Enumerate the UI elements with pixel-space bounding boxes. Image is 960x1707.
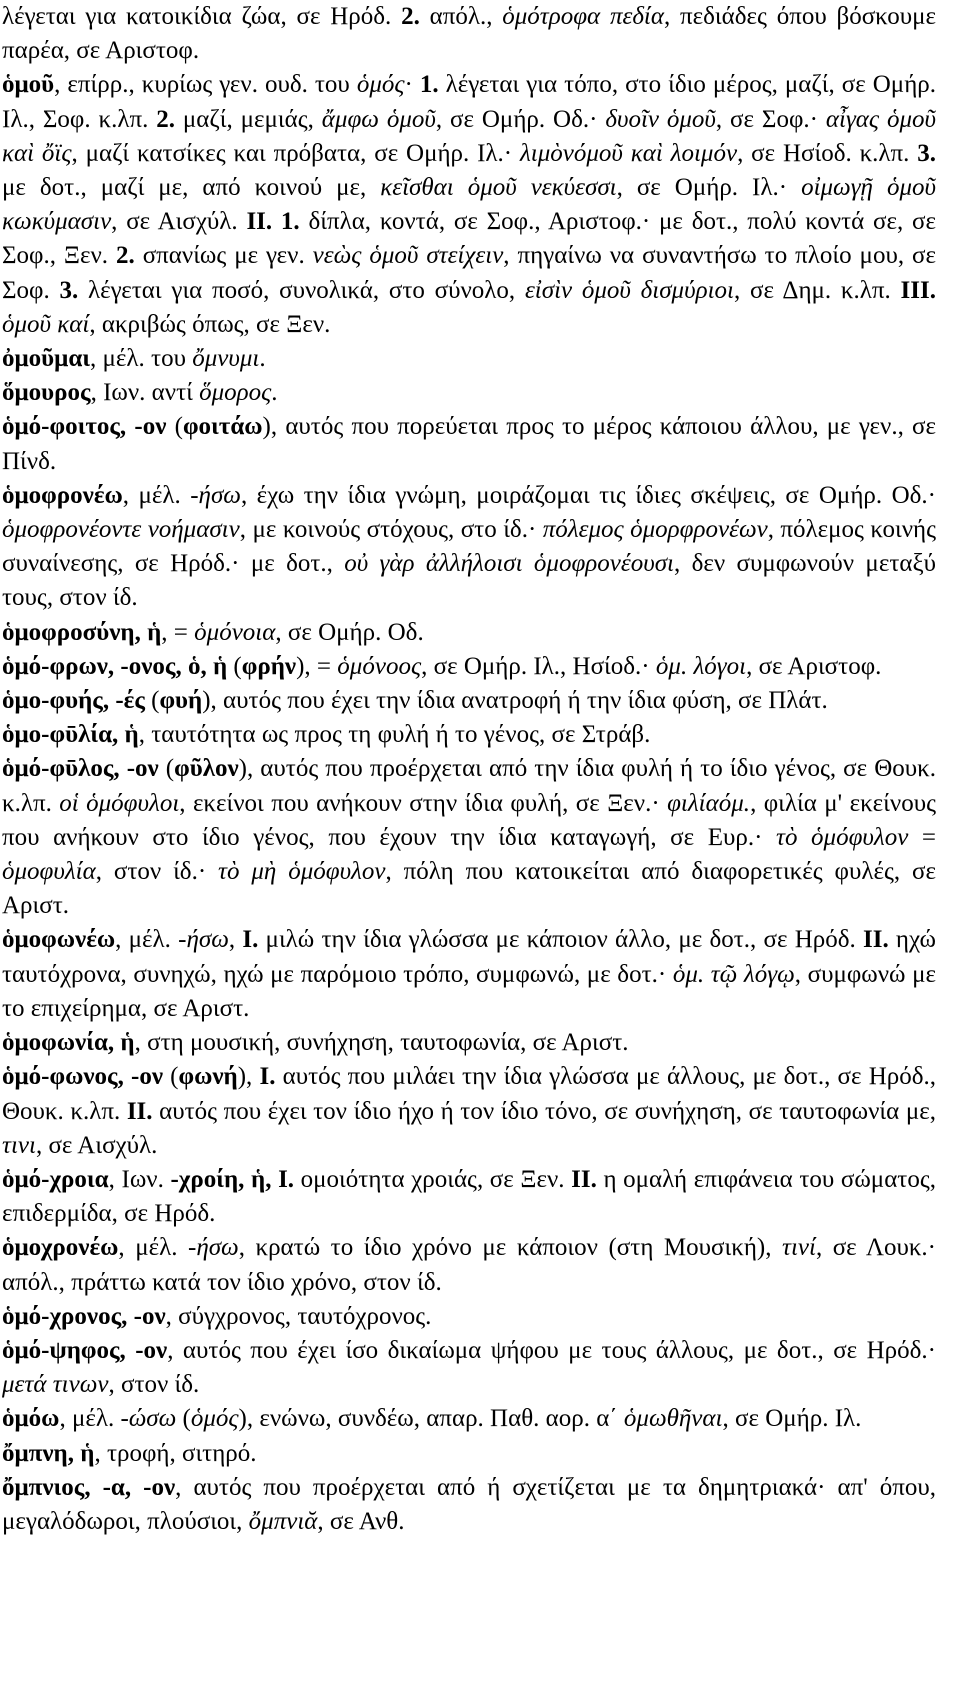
bold-marker: -χροίη, ἡ, I. (170, 1165, 295, 1193)
greek-citation: ὁμότροφα πεδία (502, 3, 665, 30)
greek-citation: πόλεμος ὁμορφρονέων (542, 516, 768, 544)
bold-marker: 2. (401, 3, 420, 30)
headword: ὁμο-φυής, -ές (2, 687, 145, 715)
headword: ὁμό-φρων, -ονος, ὁ, ἡ (2, 652, 228, 680)
definition-text: , σε Ομήρ. Ιλ., Ησίοδ.· (421, 652, 656, 680)
definition-text: αυτός που μιλάει την ίδια γλώσσα με άλλους, με δοτ., σε Ηρόδ., Θουκ. κ.λπ. (2, 1063, 936, 1125)
definition-text: , Ιων. (108, 1165, 171, 1193)
greek-citation: ὁμοφρονέοντε νοήμασιν (2, 516, 240, 544)
definition-text: ( (144, 687, 160, 715)
headword: ὁμοῦ (2, 71, 55, 99)
bold-marker: φοιτάω (182, 413, 263, 441)
definition-text: , μέλ. (122, 481, 191, 509)
definition-text: , ταυτότητα ως προς τη φυλή ή το γένος, σε Στράβ. (138, 721, 651, 749)
definition-text: , επίρρ., κυρίως γεν. ουδ. του (54, 71, 357, 99)
dictionary-entry (2, 684, 936, 718)
dictionary-entry (2, 1231, 936, 1299)
definition-text: = (908, 823, 937, 851)
definition-text: , σε Δημ. κ.λπ. (733, 276, 901, 304)
headword: ὀμοῦμαι (2, 345, 91, 373)
dictionary-entry (2, 1437, 936, 1471)
definition-text: , σε Αισχύλ. (35, 1131, 158, 1159)
greek-citation: ὁμός (356, 71, 405, 99)
headword: ὄμπνιος, -α, -ον (2, 1473, 176, 1501)
definition-text: , μαζί κατσίκες και πρόβατα, σε Ομήρ. Ιλ.· (71, 139, 520, 167)
definition-text: ), αυτός που προέρχεται από την ίδια φυλή ή το ίδιο γένος, σε Θουκ. κ.λπ. (2, 755, 936, 817)
dictionary-entry (2, 1402, 936, 1436)
bold-marker: II. (126, 1097, 153, 1125)
definition-text: , σε Ανθ. (317, 1507, 405, 1535)
headword: ὁμοφωνέω (2, 926, 116, 954)
greek-citation: αἶγας ὁμοῦ καὶ ὄϊς (2, 105, 936, 167)
headword: ὅμουρος (2, 379, 91, 407)
definition-text: η ομαλή επιφάνεια του σώματος, επιδερμίδα, σε Ηρόδ. (2, 1165, 936, 1228)
definition-text: ), ενώνω, συνδέω, απαρ. Παθ. αορ. α΄ (238, 1405, 624, 1433)
bold-marker: I. (259, 1063, 276, 1091)
greek-citation: ὁμ. τῷ λόγῳ (672, 960, 795, 988)
definition-text: ), αυτός που πορεύεται προς το μέρος κάποιου άλλου, με γεν., σε Πίνδ. (2, 413, 937, 475)
headword: ὁμό-φῡλος, -ον (2, 755, 159, 783)
definition-text: , εκείνοι που ανήκουν στην ίδια φυλή, σε Ξεν.· (179, 789, 668, 817)
definition-text: , μέλ. του (90, 345, 193, 373)
definition-text: απόλ., (419, 3, 503, 30)
definition-text: ηχώ ταυτόχρονα, συνηχώ, ηχώ με παρόμοιο τρόπο, συμφωνώ, με δοτ.· (2, 926, 936, 988)
definition-text: , σε Αισχύλ. (111, 208, 247, 236)
bold-marker: φωνή (178, 1063, 238, 1091)
dictionary-entry (2, 1026, 936, 1060)
definition-text: , μέλ. (59, 1405, 121, 1433)
dictionary-entry (2, 1060, 936, 1163)
definition-text: , στον ίδ. (108, 1371, 200, 1399)
headword: ὁμοφρονέω (2, 481, 123, 509)
definition-text: λέγεται για κατοικίδια ζώα, σε Ηρόδ. (2, 3, 402, 30)
greek-citation: ὁμοφυλία (2, 858, 96, 886)
bold-marker: 2. (156, 105, 175, 133)
definition-text: μιλώ την ίδια γλώσσα με κάποιον άλλο, με δοτ., σε Ηρόδ. (258, 926, 863, 954)
bold-marker: II. (862, 926, 889, 954)
greek-citation: εἰσὶν ὁμοῦ δισμύριοι (524, 276, 734, 304)
entry-continuation (2, 0, 936, 68)
definition-text: , κρατώ το ίδιο χρόνο με κάποιον (στη Μουσική), (238, 1234, 782, 1262)
definition-text: λέγεται για ποσό, συνολικά, στο σύνολο, (78, 276, 525, 304)
headword: ὁμό-χροια (2, 1165, 109, 1193)
greek-citation: ὁμόνοος (337, 652, 422, 680)
headword: ὄμπνη, ἡ (2, 1439, 95, 1467)
definition-text: , φιλία μ' εκείνους που ανήκουν στο ίδιο γένος, που έχουν την ίδια καταγωγή, σε Ευρ.· (2, 789, 936, 851)
definition-text: δίπλα, κοντά, σε Σοφ., Αριστοφ.· με δοτ., πολύ κοντά σε, σε Σοφ., Ξεν. (2, 208, 936, 270)
dictionary-entry (2, 342, 936, 376)
bold-marker: II. (571, 1165, 597, 1193)
definition-text: ( (158, 755, 175, 783)
bold-marker: III. (900, 276, 936, 304)
bold-marker: 1. (419, 71, 439, 99)
definition-text: ομοιότητα χροιάς, σε Ξεν. (294, 1165, 572, 1193)
definition-text: , Ιων. αντί (90, 379, 200, 407)
headword: ὁμόω (2, 1405, 60, 1433)
definition-text: , πόλεμος κοινής συναίνεσης, σε Ηρόδ.· με δοτ., (2, 516, 936, 578)
definition-text: σπανίως με γεν. (134, 242, 313, 270)
bold-marker: φῦλον (174, 755, 239, 783)
dictionary-entry (2, 1163, 936, 1231)
headword: ὁμο-φῡλία, ἡ (2, 721, 139, 749)
greek-citation: ὁμόνοια (194, 618, 276, 646)
definition-text: ( (176, 1405, 191, 1433)
greek-citation: τινι (2, 1131, 36, 1159)
definition-text: , σε Ομήρ. Ιλ.· (616, 174, 802, 202)
headword: ὁμοφωνία, ἡ (2, 1029, 135, 1057)
dictionary-entry (2, 479, 936, 616)
definition-text: , ακριβώς όπως, σε Ξεν. (89, 310, 331, 338)
definition-text: ( (163, 1063, 179, 1091)
bold-marker: II. 1. (246, 208, 300, 236)
greek-citation: τινί (782, 1234, 816, 1262)
greek-citation: -ήσω (178, 926, 229, 954)
definition-text: ( (227, 652, 242, 680)
definition-text: . (259, 345, 266, 373)
bold-marker: φυή (159, 687, 203, 715)
definition-text: ( (166, 413, 183, 441)
definition-text: , έχω την ίδια γνώμη, μοιράζομαι τις ίδιες σκέψεις, σε Ομήρ. Οδ.· (240, 481, 936, 509)
definition-text: , συμφωνώ με το επιχείρημα, σε Αριστ. (2, 960, 936, 1022)
greek-citation: τὸ ὁμόφυλον (776, 823, 909, 851)
greek-citation: ὁμός (190, 1405, 239, 1433)
greek-citation: δυοῖν ὁμοῦ (605, 105, 716, 133)
headword: ὁμό-φωνος, -ον (2, 1063, 163, 1091)
greek-citation: νεὼς ὁμοῦ στείχειν (312, 242, 504, 270)
greek-citation: λιμὸνόμοῦ καὶ λοιμόν (519, 139, 738, 167)
definition-text: , μέλ. (118, 1234, 188, 1262)
dictionary-entry (2, 650, 936, 684)
definition-text: , μέλ. (115, 926, 179, 954)
dictionary-entry (2, 68, 936, 342)
definition-text: , πεδιάδες όπου βόσκουμε παρέα, σε Αριστοφ. (2, 3, 937, 65)
greek-citation: ὁμοῦ καί (2, 310, 90, 338)
greek-citation: -ώσω (120, 1405, 177, 1433)
dictionary-entry (2, 1334, 936, 1402)
dictionary-entry (2, 923, 936, 1026)
definition-text: · (404, 71, 420, 99)
definition-text: ), (237, 1063, 260, 1091)
definition-text: , σε Ομήρ. Οδ. (275, 618, 424, 646)
bold-marker: 3. (917, 139, 936, 167)
headword: ὁμό-φοιτος, -ον (2, 413, 167, 441)
greek-citation: οἱ ὁμόφυλοι (59, 789, 180, 817)
bold-marker: 3. (59, 276, 79, 304)
definition-text: , στη μουσική, συνήχηση, ταυτοφωνία, σε Αριστ. (134, 1029, 629, 1057)
definition-text: , σε Ησίοδ. κ.λπ. (737, 139, 918, 167)
bold-marker: 2. (116, 242, 135, 270)
definition-text: , σε Αριστοφ. (746, 652, 882, 680)
greek-citation: ὄμπνιᾰ (248, 1507, 318, 1535)
greek-citation: οἰμωγῇ ὁμοῦ κωκύμασιν (2, 174, 936, 236)
definition-text: , δεν συμφωνούν μεταξύ τους, στον ίδ. (2, 550, 937, 612)
dictionary-entry (2, 1300, 936, 1334)
definition-text: , σε Ομήρ. Ιλ. (722, 1405, 862, 1433)
greek-citation: οὐ γὰρ ἀλλήλοισι ὁμοφρονέουσι (344, 550, 674, 578)
definition-text: λέγεται για τόπο, στο ίδιο μέρος, μαζί, σε Ομήρ. Ιλ., Σοφ. κ.λπ. (2, 71, 936, 133)
greek-citation: ὅμορος (199, 379, 272, 407)
dictionary-entry (2, 718, 936, 752)
greek-citation: -ήσω (188, 1234, 239, 1262)
definition-text: , αυτός που προέρχεται από ή σχετίζεται με τα δημητριακά· απ' όπου, μεγαλόδωροι, πλούσιοι, (2, 1473, 937, 1535)
greek-citation: μετά τινων (2, 1371, 109, 1399)
greek-citation: -ήσω (190, 481, 241, 509)
definition-text: , σε Ομήρ. Οδ.· (435, 105, 606, 133)
definition-text: ), = (296, 652, 338, 680)
greek-citation: ὁμ. λόγοι (655, 652, 747, 680)
dictionary-entry (2, 376, 936, 410)
greek-citation: ἄμφω ὁμοῦ (321, 105, 436, 133)
dictionary-entry (2, 1471, 936, 1539)
headword: ὁμό-ψηφος, -ον (2, 1336, 168, 1364)
definition-text: , σε Σοφ.· (715, 105, 826, 133)
greek-citation: κεῖσθαι ὁμοῦ νεκύεσσι (380, 174, 617, 202)
headword: ὁμοφροσύνη, ἡ (2, 618, 162, 646)
greek-citation: ὁμωθῆναι (623, 1405, 723, 1433)
definition-text: , (228, 926, 243, 954)
definition-text: , τροφή, σιτηρό. (94, 1439, 257, 1467)
dictionary-entry (2, 410, 936, 478)
bold-marker: I. (242, 926, 259, 954)
definition-text: αυτός που έχει τον ίδιο ήχο ή τον ίδιο τόνο, σε συνήχηση, σε ταυτοφωνία με, (152, 1097, 936, 1125)
greek-citation: τὸ μὴ ὁμόφυλον (218, 858, 386, 886)
definition-text: , αυτός που έχει ίσο δικαίωμα ψήφου με τους άλλους, με δοτ., σε Ηρόδ.· (167, 1336, 936, 1364)
dictionary-entry (2, 616, 936, 650)
definition-text: με δοτ., μαζί με, από κοινού με, (2, 174, 381, 202)
headword: ὁμό-χρονος, -ον (2, 1302, 166, 1330)
definition-text: , σύγχρονος, ταυτόχρονος. (165, 1302, 432, 1330)
greek-citation: φιλίαόμ. (667, 789, 751, 817)
bold-marker: φρήν (241, 652, 297, 680)
greek-citation: ὄμνυμι (192, 345, 260, 373)
definition-text: , πόλη που κατοικείται από διαφορετικές φυλές, σε Αριστ. (2, 858, 936, 920)
definition-text: , σε Λουκ.· απόλ., πράττω κατά τον ίδιο χρόνο, στον ίδ. (2, 1234, 937, 1296)
definition-text: , πηγαίνω να συναντήσω το πλοίο μου, σε Σοφ. (2, 242, 937, 304)
definition-text: , στον ίδ.· (95, 858, 219, 886)
definition-text: μαζί, μεμιάς, (174, 105, 322, 133)
definition-text: ), αυτός που έχει την ίδια ανατροφή ή την ίδια φύση, σε Πλάτ. (202, 687, 828, 715)
definition-text: , με κοινούς στόχους, στο ίδ.· (239, 516, 543, 544)
dictionary-entry (2, 752, 936, 923)
headword: ὁμοχρονέω (2, 1234, 119, 1262)
definition-text: , = (161, 618, 195, 646)
definition-text: . (271, 379, 278, 407)
